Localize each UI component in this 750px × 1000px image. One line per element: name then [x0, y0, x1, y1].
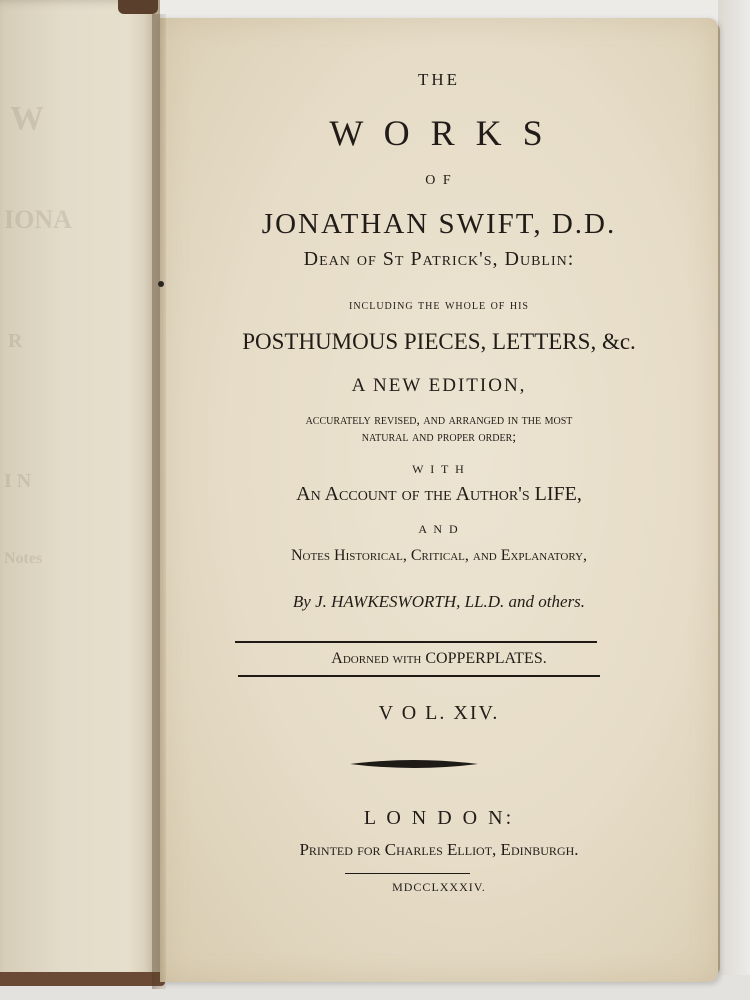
and-line: A N D: [418, 522, 460, 536]
rule-year: [345, 873, 470, 874]
revised-line-2: natural and proper order;: [361, 430, 517, 445]
heading-works: W O R K S: [329, 113, 549, 153]
with-line: W I T H: [412, 462, 466, 476]
rule-bottom: [238, 675, 600, 677]
book-spine: [118, 0, 158, 14]
heading-the: THE: [417, 70, 461, 89]
book-cover-edge: [0, 972, 165, 986]
show-through-text: W: [10, 100, 44, 137]
publication-year: MDCCLXXXIV.: [392, 880, 486, 894]
show-through-text: R: [8, 330, 23, 352]
adorned-line: Adorned with COPPERPLATES.: [331, 650, 547, 667]
revised-line-1: accurately revised, and arranged in the most: [305, 413, 573, 428]
heading-of: O F: [425, 173, 453, 188]
author-name: JONATHAN SWIFT, D.D.: [261, 208, 617, 240]
show-through-text: IONA: [4, 205, 72, 234]
background-right: [718, 0, 750, 1000]
place-london: L O N D O N:: [363, 807, 515, 829]
volume-number: V O L. XIV.: [378, 702, 500, 724]
show-through-text: Notes: [4, 550, 43, 567]
editor-line: By J. HAWKESWORTH, LL.D. and others.: [292, 592, 586, 611]
left-page: [0, 0, 160, 985]
posthumous-line: POSTHUMOUS PIECES, LETTERS, &c.: [242, 329, 636, 354]
show-through-text: I N: [4, 470, 32, 492]
printer-line: Printed for Charles Elliot, Edinburgh.: [299, 840, 579, 859]
account-line: An Account of the Author's LIFE,: [296, 483, 582, 505]
rule-top: [235, 641, 597, 643]
author-title: Dean of St Patrick's, Dublin:: [303, 248, 575, 270]
notes-line: Notes Historical, Critical, and Explanatory,: [290, 547, 588, 564]
ornament-rule: [350, 758, 478, 770]
ink-spot: [158, 281, 164, 287]
edition-line: A NEW EDITION,: [351, 375, 527, 396]
including-line: including the whole of his: [349, 298, 529, 313]
